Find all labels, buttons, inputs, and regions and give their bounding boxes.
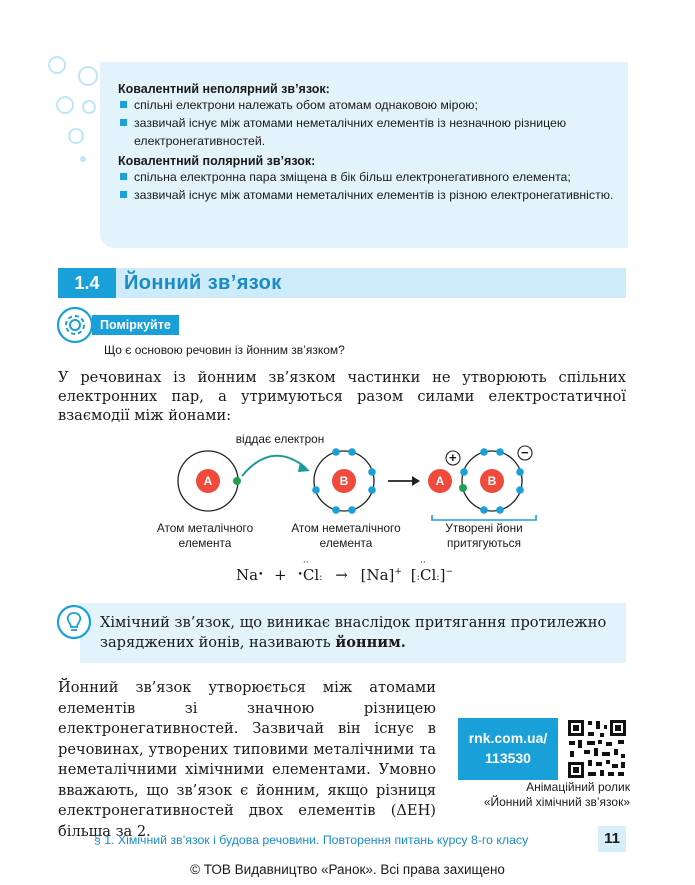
eq-dot-icon: • xyxy=(258,570,264,580)
eq-cl-ion-text: Cl xyxy=(419,566,437,584)
eq-arrow: → xyxy=(335,566,348,584)
eq-dots-icon: ·· xyxy=(302,558,309,568)
list-item: зазвичай існує між атомами неметалічних елементів із незначною різницею електронегативностей. xyxy=(118,114,614,150)
eq-dots-icon: ·· xyxy=(419,558,426,568)
eq-na-ion: [Na] xyxy=(360,566,395,584)
eq-cl-charge: − xyxy=(445,567,454,577)
caption-line-2: «Йонний хімічний зв’язок» xyxy=(483,795,630,809)
resource-caption xyxy=(440,780,630,810)
eq-na-charge: + xyxy=(394,567,402,577)
qr-code-icon[interactable] xyxy=(566,718,628,780)
ion-a-letter: A xyxy=(435,474,445,488)
ions-attract-label: Утворені йони притягуються xyxy=(445,521,523,550)
gives-electron-label: віддає електрон xyxy=(235,432,325,446)
eq-na: Na xyxy=(236,566,259,584)
transferred-electron xyxy=(233,477,241,485)
list-item: зазвичай існує між атомами неметалічних елементів із різною електронегативністю. xyxy=(118,186,614,204)
ionic-bond-paragraph: Йонний зв’язок утворюється між атомами елементів зі значною різницею електронегативностей. Зазвичай він існує в речовинах, утворених типовими металічними та неметалічними хімічними елементами. Умовно вважають, що зв’язок є йонним, якщо різниця електронегативностей двох елементів (ΔЕН) більша за 2. xyxy=(58,679,436,840)
resource-link[interactable] xyxy=(458,718,558,780)
resource-site: rnk.com.ua/ xyxy=(468,730,548,746)
polar-heading: Ковалентний полярний зв’язок: xyxy=(118,154,316,168)
eq-plus: + xyxy=(274,566,287,584)
definition-text xyxy=(100,613,608,653)
lewis-equation xyxy=(236,558,454,584)
transfer-arrowhead xyxy=(298,462,310,472)
think-label: Поміркуйте xyxy=(92,315,179,335)
eq-dot-icon: • xyxy=(297,570,303,580)
eq-dots-icon: : xyxy=(416,572,420,583)
chapter-footer: § 1. Хімічний зв’язок і будова речовини. Повторення питань курсу 8-го класу xyxy=(94,833,529,847)
nonmetal-atom-label: Атом неметалічного елемента xyxy=(291,521,401,550)
nonpolar-heading: Ковалентний неполярний зв’язок: xyxy=(118,82,330,96)
metal-atom-label: Атом металічного елемента xyxy=(156,521,254,550)
eq-cl-close: ] xyxy=(439,566,446,584)
list-item: спільні електрони належать обом атомам однаковою мірою; xyxy=(118,96,614,114)
atom-a-letter: A xyxy=(203,474,213,488)
resource-code: 113530 xyxy=(485,750,531,766)
section-number: 1.4 xyxy=(58,268,116,298)
eq-cl xyxy=(302,558,320,584)
eq-dots-icon: : xyxy=(319,572,323,583)
definition-body: Хімічний зв’язок, що виникає внаслідок притягання протилежно заряджених йонів, називають xyxy=(100,614,607,651)
plus-charge: + xyxy=(449,450,457,465)
gained-electron xyxy=(459,484,467,492)
eq-dots-icon: : xyxy=(436,572,440,583)
list-item: спільна електронна пара зміщена в бік більш електронегативного елемента; xyxy=(118,168,614,186)
ion-b-letter: B xyxy=(487,474,497,488)
minus-charge: − xyxy=(521,445,529,460)
definition-term: йонним. xyxy=(335,634,406,651)
copyright: © ТОВ Видавництво «Ранок». Всі права захищено xyxy=(190,862,505,877)
eq-cl-text: Cl xyxy=(302,566,320,584)
eq-cl-open: [ xyxy=(410,566,417,584)
think-question: Що є основою речовин із йонним зв’язком? xyxy=(104,343,345,357)
reaction-arrowhead xyxy=(412,476,420,486)
intro-paragraph: У речовинах із йонним зв’язком частинки не утворюють спільних електронних пар, а утримуються разом силами електростатичної взаємодії між йонами: xyxy=(58,369,626,424)
lightbulb-icon xyxy=(56,604,92,640)
caption-line-1: Анімаційний ролик xyxy=(526,780,630,794)
section-title: Йонний зв’язок xyxy=(124,272,282,294)
page-number: 11 xyxy=(598,826,626,852)
ions-bracket xyxy=(432,515,536,520)
transfer-arrow xyxy=(242,456,306,476)
eq-cl-ion xyxy=(419,558,437,584)
atom-b-letter: B xyxy=(339,474,349,488)
